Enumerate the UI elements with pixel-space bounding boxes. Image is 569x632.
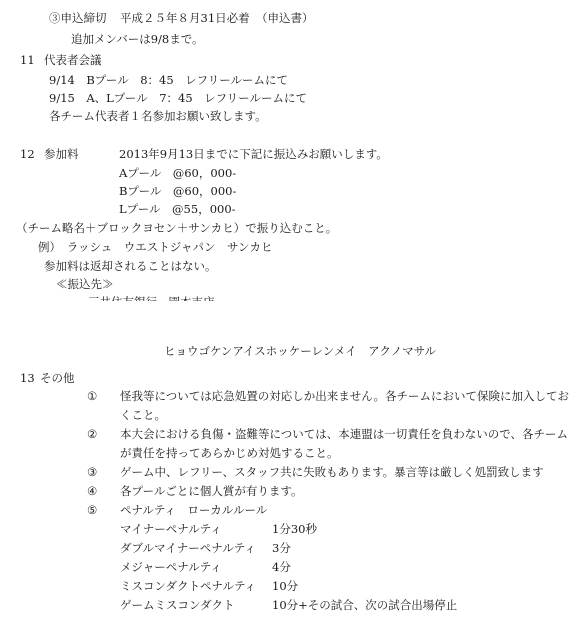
fee-bank-label: ≪振込先≫ <box>56 277 114 291</box>
fee-pool: Aプール @60，000- <box>119 166 237 180</box>
item-line: 本大会における負傷・盗難等については、本連盟は一切責任を負わないので、各チーム <box>120 427 569 441</box>
section-11-number: 11 <box>20 53 35 67</box>
section-13-number: 13 <box>20 371 35 385</box>
section-12-number: 12 <box>20 147 35 161</box>
penalty-name: ダブルマイナーペナルティ <box>120 541 256 555</box>
item-line: ペナルティ ローカルルール <box>120 503 268 517</box>
penalty-value: 10分+その試合、次の試合出場停止 <box>272 598 458 612</box>
penalty-name: メジャーペナルティ <box>120 560 222 574</box>
penalty-value: 10分 <box>272 579 299 593</box>
meeting-line: 各チーム代表者１名参加お願い致します。 <box>49 109 267 123</box>
item-line: 怪我等については応急処置の対応しか出来ません。各チームにおいて保険に加入してお <box>120 389 569 403</box>
penalty-name: ゲームミスコンダクト <box>120 598 235 612</box>
item-line: が責任を持ってあらかじめ対処すること。 <box>120 446 339 460</box>
meeting-line: 9/15 A、Lプール 7：45 レフリールームにて <box>49 91 307 105</box>
deadline-date: 平成２５年８月31日必着 <box>120 11 250 25</box>
item-mark: ⑤ <box>87 503 98 517</box>
section-12-title: 参加料 <box>44 147 79 161</box>
penalty-value: 4分 <box>272 560 291 574</box>
section-11-title: 代表者会議 <box>44 53 102 67</box>
fee-example: 例） ラッシュ ウエストジャパン サンカヒ <box>38 240 273 254</box>
penalty-name: ミスコンダクトペナルティ <box>120 579 257 593</box>
item-mark: ③ <box>87 465 98 479</box>
deadline-extra: 追加メンバーは9/8まで。 <box>71 32 204 46</box>
section-13-title: その他 <box>40 371 75 385</box>
fee-refund: 参加料は返却されることはない。 <box>44 259 217 273</box>
item-mark: ④ <box>87 484 98 498</box>
penalty-name: マイナーペナルティ <box>120 522 222 536</box>
item-line: くこと。 <box>120 408 166 422</box>
item-mark: ② <box>87 427 98 441</box>
meeting-line: 9/14 Bプール 8：45 レフリールームにて <box>49 73 288 87</box>
penalty-value: 1分30秒 <box>272 522 317 536</box>
item-mark: ① <box>87 389 98 403</box>
fee-pool: Bプール @60，000- <box>119 184 237 198</box>
fee-pool: Lプール @55，000- <box>119 202 236 216</box>
deadline-note: （申込書） <box>256 11 314 25</box>
fee-naming: （チーム略名＋ブロックヨセン＋サンカヒ）で振り込むこと。 <box>16 221 338 235</box>
item-line: ゲーム中、レフリー、スタッフ共に失敗もあります。暴言等は厳しく処罰致します <box>120 465 544 479</box>
item-line: 各プールごとに個人賞が有ります。 <box>120 484 303 498</box>
penalty-value: 3分 <box>272 541 291 555</box>
fee-account-partial: ヒョウゴケンアイスホッケーレンメイ アクノマサル <box>164 344 437 358</box>
fee-intro: 2013年9月13日までに下記に振込みお願いします。 <box>119 147 388 161</box>
deadline-label: ③申込締切 <box>49 11 107 25</box>
